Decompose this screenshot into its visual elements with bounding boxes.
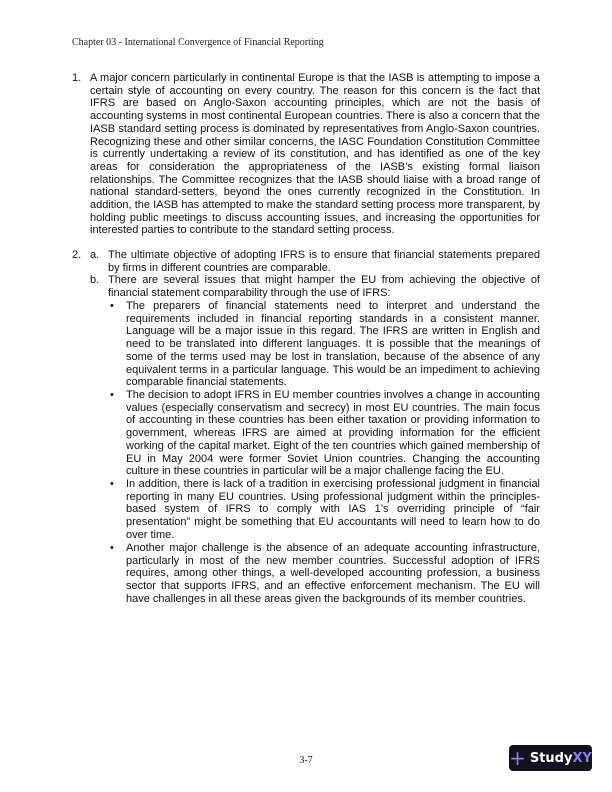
- item-number: 2.: [72, 249, 82, 261]
- brand-study: Study: [529, 750, 573, 766]
- bullet-icon: •: [110, 542, 114, 554]
- bullet-icon: •: [110, 300, 114, 312]
- sub-letter: b.: [90, 274, 100, 286]
- item-1-text: A major concern particularly in continental Europe is that the IASB is attempting to impose a certain style of accounting on every country. The reason for this concern is the fact that IFRS are based on Anglo-Saxon accounting principles, which are not the basis of accounting systems in most continental European countries. There is also a concern that the IASB standard setting process is dominated by representatives from Anglo-Saxon countries. Recognizing these and other similar concerns, the IASC Foundation Constitution Committee is currently undertaking a review of its constitution, and has identified as one of the key areas for consideration the appropriateness of the IASB’s existing formal liaison relationships. The Committee recognizes that the IASB should liaise with a broad range of national standard-setters, beyond the ones currently recognized in the Constitution. In addition, the IASB has attempted to make the standard setting process more transparent, by holding public meetings to discuss accounting issues, and increasing the opportunities for interested parties to contribute to the standard setting process.: [90, 72, 540, 237]
- item-2a-text: The ultimate objective of adopting IFRS is to ensure that financial statements prepared by firms in different countries are comparable.: [108, 249, 540, 274]
- page-header: Chapter 03 - International Convergence of Financial Reporting: [72, 37, 324, 48]
- bullet-item: The decision to adopt IFRS in EU member countries involves a change in accounting values (especially conservatism and secrecy) in most EU countries. The main focus of accounting in these countries has been either taxation or providing information to government, whereas IFRS are aimed at providing information for the efficient working of the capital market. Eight of the ten countries which gained membership of EU in May 2004 were former Soviet Union countries. Changing the accounting culture in these countries in particular will be a major challenge facing the EU.: [126, 389, 540, 478]
- sub-letter: a.: [90, 249, 100, 261]
- bullet-item: The preparers of financial statements need to interpret and understand the requirements included in financial reporting standards in a consistent manner. Language will be a major issue in this regard. The IFRS are written in English and need to be translated into different languages. It is possible that the meanings of some of the terms used may be lost in translation, because of the absence of any equivalent terms in a particular language. This would be an impediment to achieving comparable financial statements.: [126, 300, 540, 389]
- brand-name: [530, 751, 592, 766]
- plus-icon: +: [509, 746, 526, 770]
- brand-xy: XY: [572, 750, 592, 766]
- bullet-icon: •: [110, 389, 114, 401]
- page-number: 3-7: [299, 755, 313, 766]
- item-number: 1.: [72, 72, 82, 84]
- bullet-item: Another major challenge is the absence of an adequate accounting infrastructure, particularly in most of the new member countries. Successful adoption of IFRS requires, among other things, a well-developed accounting profession, a business sector that supports IFRS, and an effective enforcement mechanism. The EU will have challenges in all these areas given the backgrounds of its member countries.: [126, 542, 540, 605]
- studyxy-badge[interactable]: [509, 745, 592, 771]
- bullet-item: In addition, there is lack of a tradition in exercising professional judgment in financial reporting in many EU countries. Using professional judgment within the principles-based system of IFRS to comply with IAS 1’s overriding principle of “fair presentation” might be something that EU accountants will need to learn how to do over time.: [126, 478, 540, 541]
- bullet-icon: •: [110, 478, 114, 490]
- item-2b-text: There are several issues that might hamper the EU from achieving the objective of financial statement comparability through the use of IFRS:: [108, 274, 540, 299]
